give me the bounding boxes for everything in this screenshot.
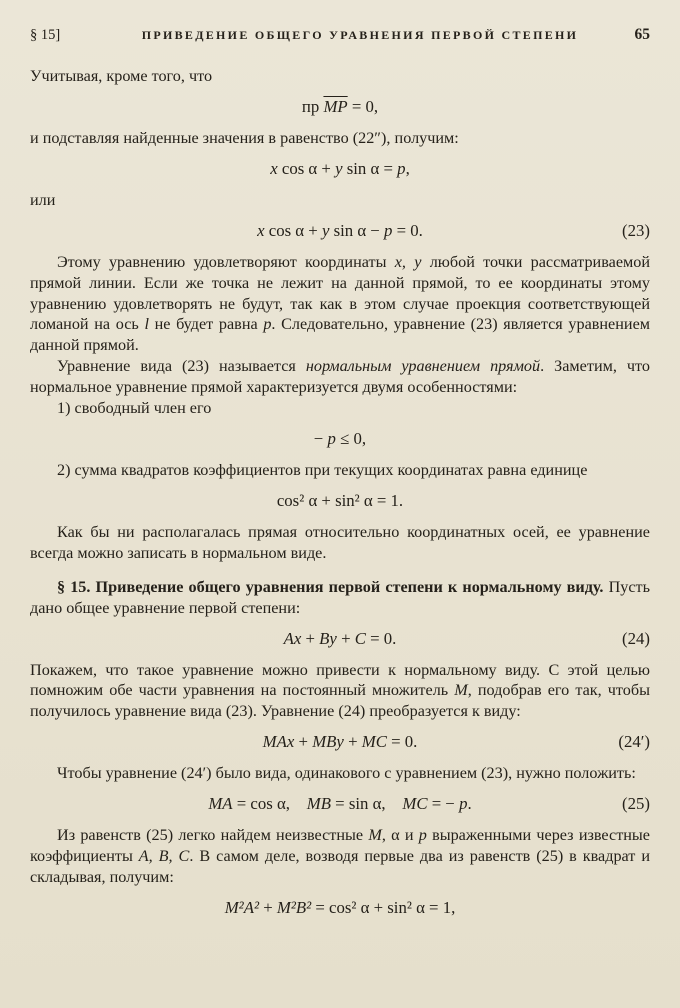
text-run: § 15. Приведение общего уравнения первой степени к нормальному виду. (57, 577, 604, 596)
text-run: MBy (312, 732, 344, 752)
running-title: ПРИВЕДЕНИЕ ОБЩЕГО УРАВНЕНИЯ ПЕРВОЙ СТЕПЕНИ (141, 28, 579, 42)
paragraph-condition (30, 763, 650, 784)
formula-text (277, 491, 403, 510)
text-run: + (343, 732, 362, 752)
paragraph-substitute (30, 128, 650, 149)
section-heading-paragraph (30, 577, 650, 619)
paragraph-satisfy (30, 252, 650, 357)
text-run: + (294, 732, 313, 752)
text-run: 1) свободный член его (57, 399, 212, 418)
text-run: − (313, 428, 328, 448)
list-item-2 (30, 460, 650, 481)
text-run: Этому уравнению удовлетворяют координаты (57, 252, 395, 271)
text-run: выраженными через известные коэффициенты (30, 826, 650, 866)
text-run: Как бы ни располагалась прямая относительно координатных осей, ее уравнение всегда можно записать в нормальном виде. (30, 522, 650, 562)
text-run: = 0. (392, 220, 423, 240)
text-run: By (319, 628, 337, 648)
text-run: любой точки рассматриваемой прямой линии. Если же точка не лежит на данной прямой, то ее координаты этому уравнению удовлетворять не будут, так как в этом случае проекция соответствующей ломаной на ось (30, 252, 650, 334)
text-run: + (259, 897, 277, 917)
text-run: . (467, 794, 472, 814)
page-number: 65 (634, 26, 650, 43)
equation-number: (24) (622, 628, 650, 648)
text-run: , α и (381, 826, 419, 845)
text-run: Уравнение вида (23) называется (57, 357, 306, 376)
text-run: cos² α + sin² α = 1. (276, 490, 404, 510)
formula-text (208, 794, 471, 813)
paragraph-intro (30, 66, 650, 87)
text-run: l (144, 315, 149, 334)
text-run: x, y (394, 252, 422, 271)
text-run: x (270, 158, 278, 178)
formula-free-term (30, 428, 650, 450)
text-run: p (263, 315, 272, 334)
section-marker: § 15] (30, 27, 61, 43)
text-run: = cos² α + sin² α = 1, (311, 897, 456, 917)
equation-number: (24′) (618, 732, 650, 752)
text-run: Покажем, что такое уравнение можно привести к нормальному виду. С этой целью помножим обе части уравнения на постоянный множитель (30, 660, 650, 700)
text-run: y (321, 220, 330, 240)
text-run: = 0. (386, 732, 418, 752)
paragraph-or (30, 190, 650, 211)
text-run: не будет равна (148, 315, 264, 334)
text-run: . В самом деле, возводя первые два из равенств (25) в квадрат и складывая, получим: (30, 847, 650, 886)
text-run: = 0, (347, 96, 379, 116)
text-run: MC (402, 794, 428, 814)
text-run: M²B² (276, 897, 312, 917)
text-run: MA (208, 794, 233, 814)
text-run: + (301, 628, 320, 648)
text-run: или (30, 190, 56, 209)
equation-number: (25) (622, 794, 650, 814)
formula-text (314, 429, 366, 448)
formula-23 (30, 220, 650, 242)
text-run: Пусть дано общее уравнение первой степени: (30, 577, 650, 617)
text-run: p (418, 826, 427, 845)
equation-number: (23) (622, 220, 650, 240)
text-run: + (336, 628, 355, 648)
text-run: = 0. (365, 628, 397, 648)
paragraph-show (30, 660, 650, 723)
text-run: Ax (283, 628, 302, 648)
text-run: $\overline{MP}$ (323, 96, 348, 116)
text-run: и подставляя найденные значения в равенство (22″), получим: (30, 128, 459, 147)
formula-identity (30, 490, 650, 512)
text-run: = sin α, (330, 794, 403, 814)
formula-text (263, 732, 418, 751)
text-run: , подобрав его так, чтобы получилось уравнение вида (23). Уравнение (24) преобразуется к виду: (30, 681, 650, 721)
text-run: p (384, 220, 393, 240)
text-run: . Следовательно, уравнение (23) является уравнением данной прямой. (30, 315, 650, 355)
paragraph-normal-name (30, 356, 650, 398)
formula-25 (30, 793, 650, 815)
paragraph-solve (30, 825, 650, 888)
paragraph-any-line (30, 522, 650, 564)
text-run: MC (361, 732, 387, 752)
text-run: . Заметим, что нормальное уравнение прямой характеризуется двумя особенностями: (30, 357, 650, 397)
text-run: Из равенств (25) легко найдем неизвестные (57, 826, 369, 845)
text-run: MAx (262, 732, 295, 752)
text-run: = cos α, (232, 794, 307, 814)
formula-text (225, 898, 456, 917)
text-run: A, B, C (138, 847, 190, 866)
text-run: M (454, 681, 468, 700)
text-run: cos α + (277, 158, 336, 178)
text-run: , (405, 158, 410, 178)
formula-24-prime (30, 731, 650, 753)
text-run: 2) сумма квадратов коэффициентов при текущих координатах равна единице (57, 460, 588, 479)
text-run: p (397, 158, 406, 178)
text-run: Учитывая, кроме того, что (30, 67, 213, 85)
formula-text (270, 159, 410, 178)
list-item-1 (30, 398, 650, 419)
text-run: нормальным уравнением прямой (305, 357, 541, 376)
text-run: sin α − (329, 220, 385, 240)
formula-squares-sum (30, 897, 650, 919)
formula-text (257, 221, 423, 240)
text-run: Чтобы уравнение (24′) было вида, одинакового с уравнением (23), нужно положить: (57, 764, 636, 783)
text-run: MB (306, 794, 331, 814)
formula-text (284, 629, 397, 648)
text-run: y (335, 158, 343, 178)
formula-normal-eq (30, 158, 650, 180)
text-run: C (354, 628, 366, 648)
page-header (30, 26, 650, 44)
text-run: M²A² (224, 897, 259, 917)
formula-projection (30, 96, 650, 118)
text-run: x (257, 220, 265, 240)
text-run: пр (301, 96, 324, 116)
text-run: = − (427, 794, 460, 814)
text-run: M (368, 826, 382, 845)
text-run: p (459, 794, 468, 814)
formula-24 (30, 628, 650, 650)
text-run: p (327, 428, 336, 448)
text-run: sin α = (342, 158, 398, 178)
text-run: cos α + (264, 220, 322, 240)
text-run: ≤ 0, (335, 428, 367, 448)
formula-text (302, 97, 378, 116)
